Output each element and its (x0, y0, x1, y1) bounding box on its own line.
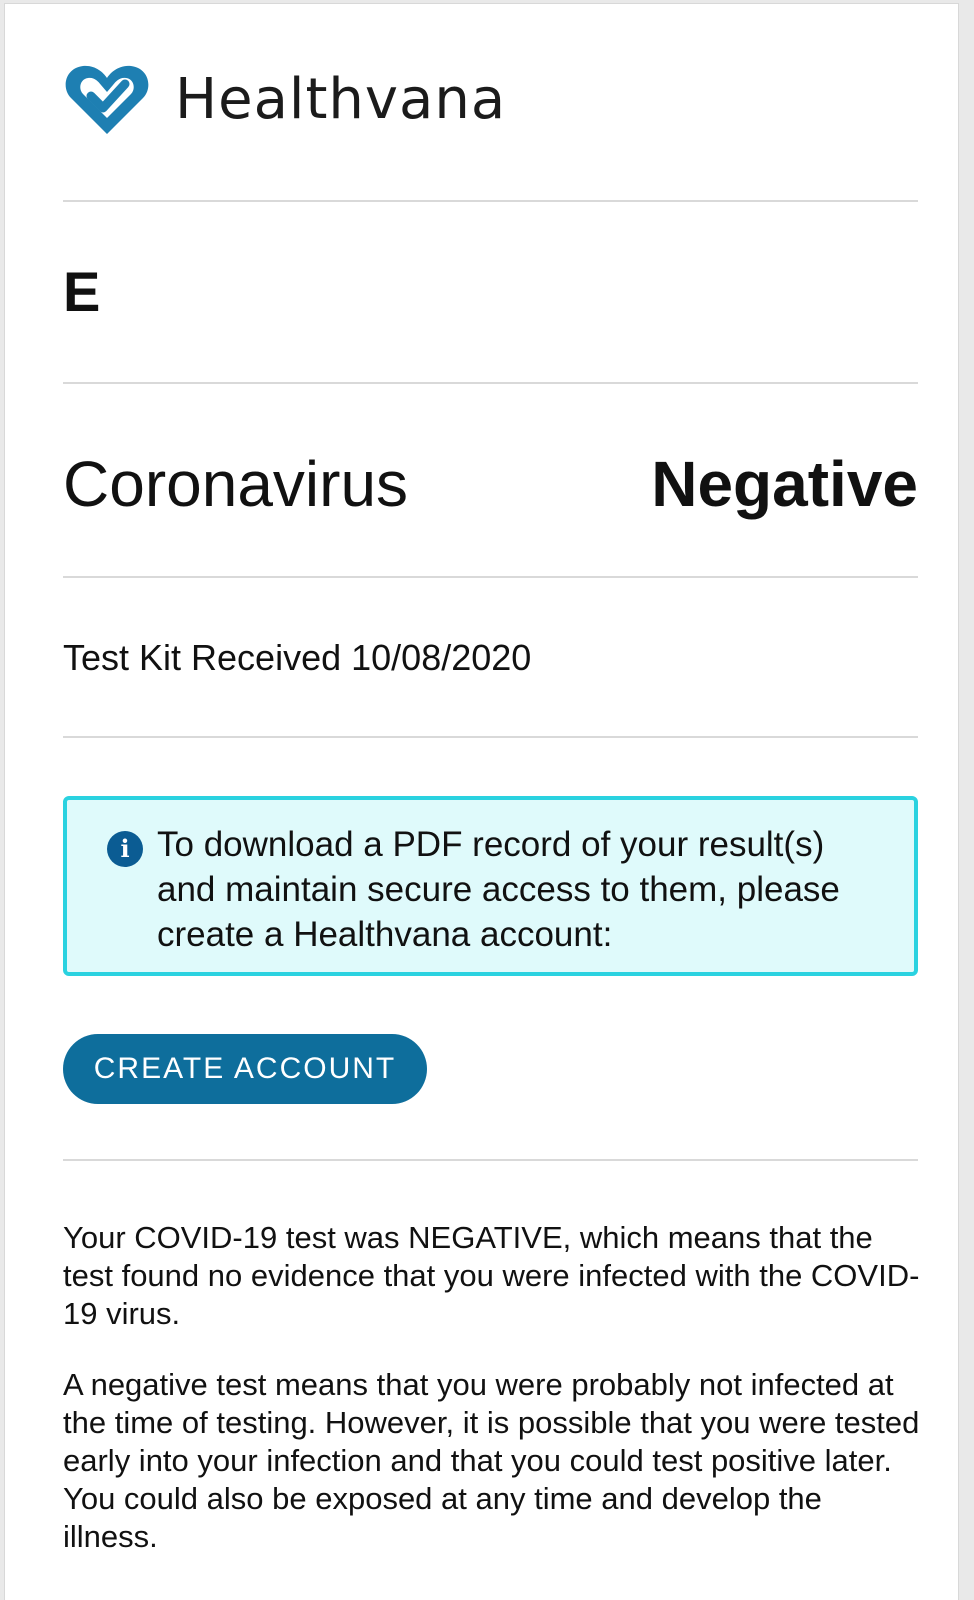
header (63, 60, 918, 140)
result-card (4, 3, 959, 1600)
divider (63, 736, 918, 738)
divider (63, 576, 918, 578)
kit-received-date: Test Kit Received 10/08/2020 (63, 637, 532, 678)
result-value: Negative (651, 448, 918, 520)
info-message: To download a PDF record of your result(s) and maintain secure access to them, please create a Healthvana account: (157, 825, 840, 954)
test-name: Coronavirus (63, 448, 409, 520)
divider (63, 200, 918, 202)
info-icon: i (107, 831, 143, 867)
heart-check-icon (63, 62, 151, 138)
create-account-button[interactable]: CREATE ACCOUNT (63, 1034, 427, 1104)
result-caveat: A negative test means that you were probably not infected at the time of testing. However, it is possible that you were tested early into your infection and that you could test positive later. You could also be exposed at any time and develop the illness. (63, 1367, 920, 1554)
divider (63, 382, 918, 384)
info-callout (63, 796, 918, 976)
divider (63, 1159, 918, 1161)
result-explanation: Your COVID-19 test was NEGATIVE, which means that the test found no evidence that you were infected with the COVID-19 virus. (63, 1220, 920, 1331)
brand-name: Healthvana (175, 67, 507, 132)
patient-name: E (63, 260, 101, 323)
result-row (63, 444, 918, 524)
